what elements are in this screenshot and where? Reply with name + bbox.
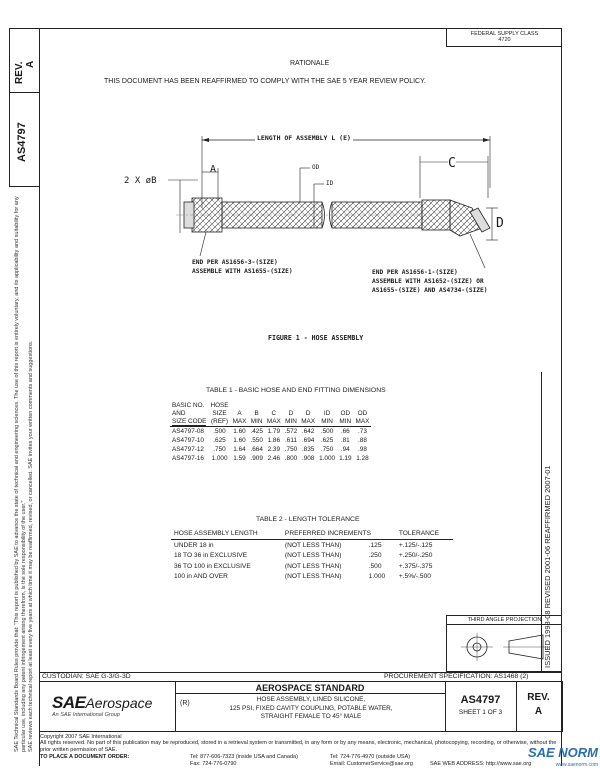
revision-dates: ISSUED 1998-08 REVISED 2001-06 REAFFIRMED 2007-01 bbox=[543, 465, 552, 668]
th-d-min: D MIN bbox=[285, 410, 297, 425]
table1 bbox=[170, 402, 371, 463]
th-tolerance: TOLERANCE bbox=[398, 530, 440, 537]
table-row: UNDER 18 in (NOT LESS THAN) .125 +.125/-.125 bbox=[174, 541, 433, 549]
label-d: D bbox=[496, 216, 504, 231]
logo-tagline: An SAE International Group bbox=[52, 712, 120, 718]
th-c-max: C MAX bbox=[266, 410, 281, 425]
procurement-spec: PROCUREMENT SPECIFICATION: AS1468 (2) bbox=[384, 673, 529, 680]
th-d-max: D MAX bbox=[301, 410, 316, 425]
registered-mark: (R) bbox=[180, 700, 190, 707]
dia-b-label: 2 X øB bbox=[124, 176, 157, 186]
web-address: SAE WEB ADDRESS: http://www.sae.org bbox=[430, 761, 532, 767]
logo-aerospace: Aerospace bbox=[85, 695, 153, 711]
th-hose-size: HOSE SIZE (REF) bbox=[210, 402, 229, 425]
table-row: AS4797-16 1.000 1.59 .909 2.46 .800 .908 1.000 1.19 1.28 bbox=[172, 455, 369, 462]
table-row: 18 TO 36 in EXCLUSIVE (NOT LESS THAN) .250 +.250/-.250 bbox=[174, 552, 433, 560]
sae-notice: SAE Technical Standards Board Rules provide that: "This report is published by SAE to advance the state of technical and engineering sciences. The use of this report is entirely voluntary, and its applicability and suitability for any particular use, including any patent infringement arising therefrom, is the sole responsibility of the user." SAE reviews each technical report at least every five years at which time it may be reaffirmed, revised, or cancelled. SAE invites your written comments and suggestions. bbox=[14, 196, 34, 752]
right-fitting bbox=[422, 200, 450, 230]
footer-doc-number: AS4797 bbox=[460, 694, 501, 706]
rev-value-vertical: A bbox=[25, 60, 36, 68]
watermark-logo bbox=[490, 744, 598, 768]
rev-label-vertical: REV. bbox=[14, 61, 25, 84]
doc-number-vertical: AS4797 bbox=[16, 122, 28, 162]
table-row: 36 TO 100 in EXCLUSIVE (NOT LESS THAN) .500 +.375/-.375 bbox=[174, 562, 433, 570]
length-label: LENGTH OF ASSEMBLY L (E) bbox=[257, 134, 351, 142]
label-a: A bbox=[210, 164, 217, 175]
supply-class-label: FEDERAL SUPPLY CLASS bbox=[470, 31, 539, 37]
table-row: AS4797-12 .750 1.64 .664 2.39 .750 .835 .750 .94 .98 bbox=[172, 446, 367, 453]
th-increments: PREFERRED INCREMENTS bbox=[284, 530, 372, 537]
table1-title: TABLE 1 - BASIC HOSE AND END FITTING DIMENSIONS bbox=[206, 387, 386, 394]
left-end-note: END PER AS1656-3-(SIZE) ASSEMBLE WITH AS1655-(SIZE) bbox=[192, 259, 293, 275]
th-b-min: B MIN bbox=[250, 410, 263, 425]
doc-description: HOSE ASSEMBLY, LINED SILICONE, 125 PSI, FIXED CAVITY COUPLING, POTABLE WATER, STRAIGHT FEMALE TO 45° MALE bbox=[229, 696, 393, 720]
rights-notice: All rights reserved. No part of this publication may be reproduced, stored in a retrieval system or transmitted, in any form or by any means, electronic, mechanical, photocopying, recording, or otherwise, without the prior written permission of SAE. bbox=[40, 740, 557, 753]
order-fax: Fax: 724-776-0790 bbox=[190, 761, 237, 767]
th-hose-length: HOSE ASSEMBLY LENGTH bbox=[174, 530, 258, 537]
th-od-max: OD MAX bbox=[355, 410, 370, 425]
rationale-text: THIS DOCUMENT HAS BEEN REAFFIRMED TO COMPLY WITH THE SAE 5 YEAR REVIEW POLICY. bbox=[104, 78, 426, 85]
order-label: TO PLACE A DOCUMENT ORDER: bbox=[40, 754, 130, 760]
supply-class-box bbox=[446, 28, 562, 47]
footer-rev-label: REV. bbox=[527, 692, 550, 703]
order-tel2: Tel: 724-776-4970 (outside USA) bbox=[330, 754, 411, 760]
table2-title: TABLE 2 - LENGTH TOLERANCE bbox=[256, 516, 360, 523]
projection-symbol bbox=[447, 625, 562, 669]
th-a-max: A MAX bbox=[232, 410, 247, 425]
logo-sae: SAE bbox=[52, 693, 86, 712]
projection-box bbox=[446, 615, 562, 672]
footer-rev-value: A bbox=[534, 706, 543, 717]
watermark-url: www.saenorm.com bbox=[555, 762, 598, 768]
sheet-number: SHEET 1 OF 3 bbox=[458, 709, 503, 716]
th-basic-no: BASIC NO. AND SIZE CODE bbox=[172, 402, 207, 425]
custodian: CUSTODIAN: SAE G-3/G-3D bbox=[42, 673, 131, 680]
table-row: 100 in AND OVER (NOT LESS THAN) 1.000 +.5%/-.500 bbox=[174, 573, 431, 581]
projection-label: THIRD ANGLE PROJECTION bbox=[447, 616, 562, 625]
table1-header-row bbox=[170, 402, 371, 427]
table-row: AS4797-08 .500 1.60 .425 1.79 .572 .642 .500 .66 .73 bbox=[172, 428, 367, 435]
table2 bbox=[171, 528, 453, 582]
right-end-note: END PER AS1656-1-(SIZE) ASSEMBLE WITH AS1652-(SIZE) OR AS1655-(SIZE) AND AS4734-(SIZE) bbox=[372, 269, 488, 294]
standard-title: AEROSPACE STANDARD bbox=[255, 683, 365, 693]
sae-logo bbox=[52, 693, 152, 718]
label-c: C bbox=[448, 156, 456, 171]
table-row: AS4797-10 .625 1.60 .550 1.86 .611 .694 .625 .81 .88 bbox=[172, 437, 367, 444]
label-id: ID bbox=[326, 180, 334, 187]
table2-header-row bbox=[171, 528, 453, 540]
order-email: Email: CustomerService@sae.org bbox=[330, 761, 413, 767]
rationale-heading: RATIONALE bbox=[290, 60, 330, 67]
th-id-min: ID MIN bbox=[321, 410, 333, 425]
label-od: OD bbox=[312, 164, 320, 171]
figure-caption: FIGURE 1 - HOSE ASSEMBLY bbox=[268, 334, 364, 342]
order-tel: Tel: 877-606-7323 (inside USA and Canada) bbox=[190, 754, 298, 760]
watermark-text: SAE NORM bbox=[527, 745, 598, 760]
th-od-min: OD MIN bbox=[339, 410, 352, 425]
supply-class-value: 4720 bbox=[498, 37, 511, 43]
copyright: Copyright 2007 SAE International bbox=[40, 734, 122, 740]
